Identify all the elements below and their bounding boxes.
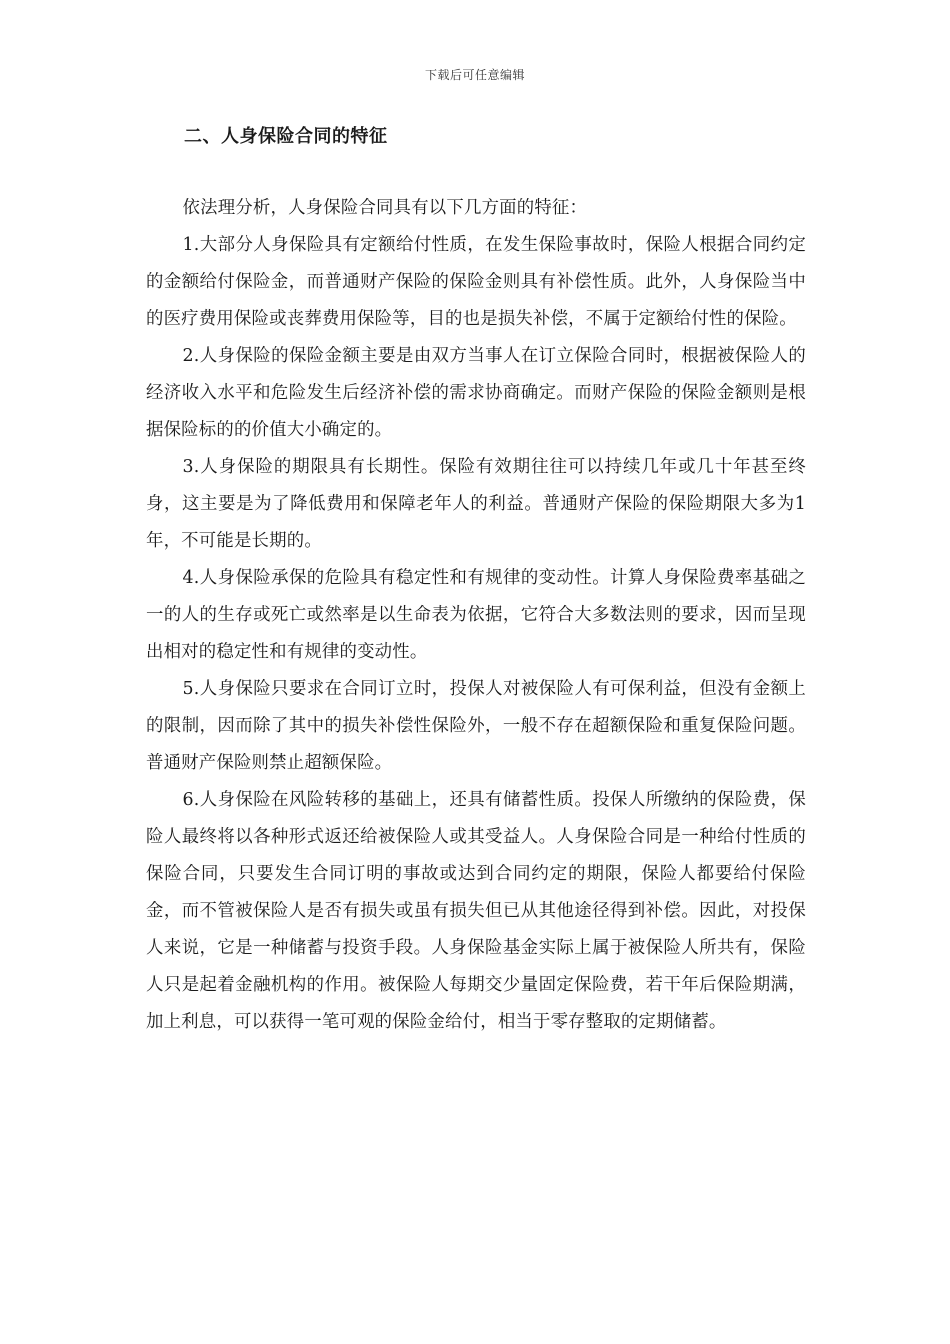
paragraph-item-6: 6.人身保险在风险转移的基础上，还具有储蓄性质。投保人所缴纳的保险费，保险人最终将以各种形式返还给被保险人或其受益人。人身保险合同是一种给付性质的保险合同，只要发生合同订明的事故或达到合同约定的期限，保险人都要给付保险金，而不管被保险人是否有损失或虽有损失但已从其他途径得到补偿。因此，对投保人来说，它是一种储蓄与投资手段。人身保险基金实际上属于被保险人所共有，保险人只是起着金融机构的作用。被保险人每期交少量固定保险费，若干年后保险期满，加上利息，可以获得一笔可观的保险金给付，相当于零存整取的定期储蓄。	[146, 790, 806, 1032]
document-body	[146, 118, 806, 1041]
paragraph-item-3: 3.人身保险的期限具有长期性。保险有效期往往可以持续几年或几十年甚至终身，这主要是为了降低费用和保障老年人的利益。普通财产保险的保险期限大多为1年，不可能是长期的。	[146, 457, 806, 551]
paragraph-list	[146, 190, 806, 1041]
paragraph-intro: 依法理分析，人身保险合同具有以下几方面的特征：	[182, 198, 588, 218]
section-title: 二、人身保险合同的特征	[184, 126, 388, 147]
paragraph-item-4: 4.人身保险承保的危险具有稳定性和有规律的变动性。计算人身保险费率基础之一的人的生存或死亡或然率是以生命表为依据，它符合大多数法则的要求，因而呈现出相对的稳定性和有规律的变动性。	[146, 568, 806, 662]
paragraph-item-1: 1.大部分人身保险具有定额给付性质，在发生保险事故时，保险人根据合同约定的金额给付保险金，而普通财产保险的保险金则具有补偿性质。此外，人身保险当中的医疗费用保险或丧葬费用保险等，目的也是损失补偿，不属于定额给付性的保险。	[146, 235, 806, 329]
paragraph-item-2: 2.人身保险的保险金额主要是由双方当事人在订立保险合同时，根据被保险人的经济收入水平和危险发生后经济补偿的需求协商确定。而财产保险的保险金额则是根据保险标的的价值大小确定的。	[146, 346, 806, 440]
paragraph-item-5: 5.人身保险只要求在合同订立时，投保人对被保险人有可保利益，但没有金额上的限制，因而除了其中的损失补偿性保险外，一般不存在超额保险和重复保险问题。普通财产保险则禁止超额保险。	[146, 679, 806, 773]
header-note: 下载后可任意编辑	[424, 68, 525, 82]
